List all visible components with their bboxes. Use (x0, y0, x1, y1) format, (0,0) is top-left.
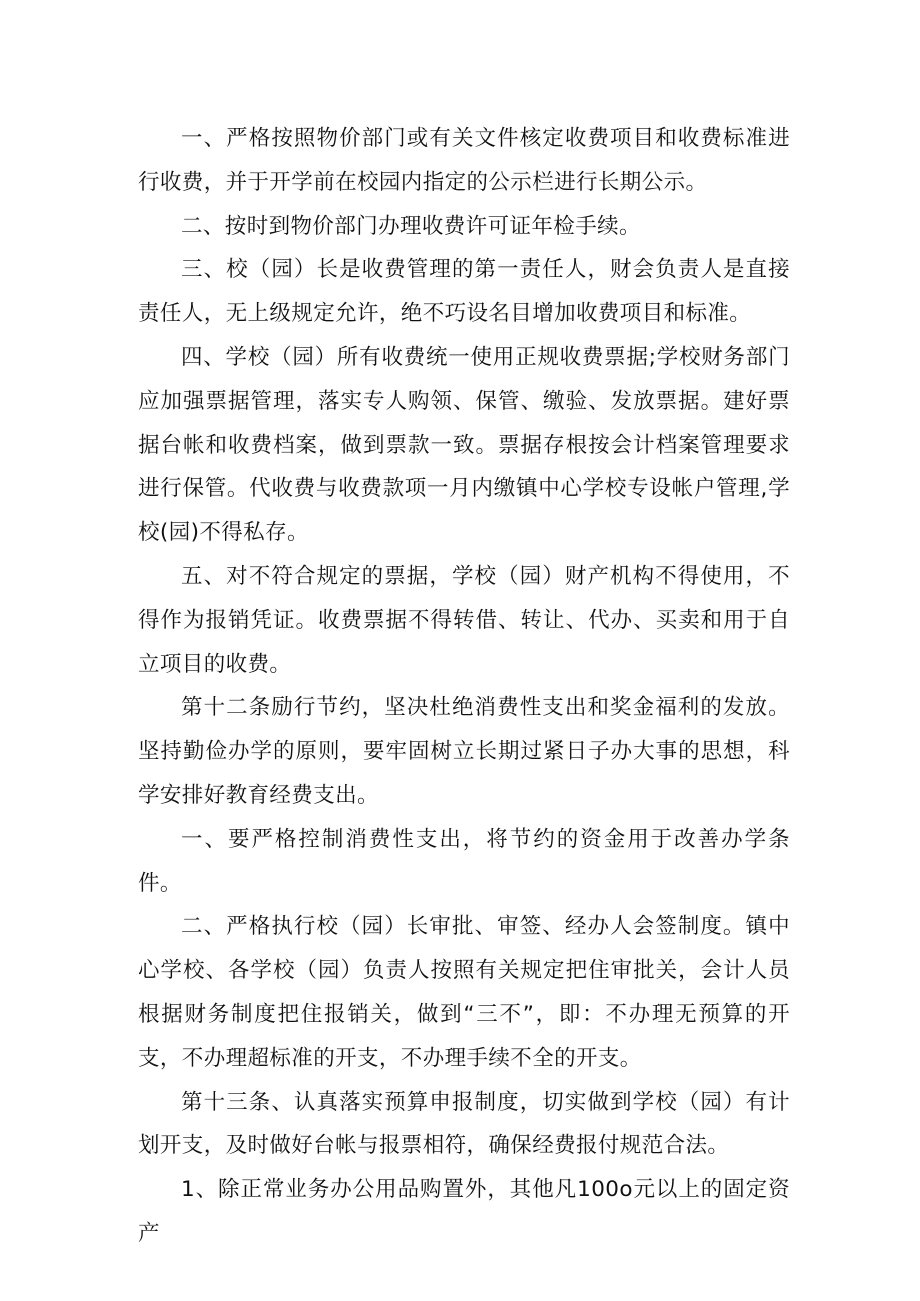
document-body (138, 117, 790, 1256)
paragraph-fee-items: 一、严格按照物价部门或有关文件核定收费项目和收费标准进行收费，并于开学前在校园内指定的公示栏进行长期公示。 (138, 126, 790, 195)
paragraph-receipts: 四、学校（园）所有收费统一使用正规收费票据;学校财务部门应加强票据管理，落实专人购领、保管、缴验、发放票据。建好票据台帐和收费档案，做到票款一致。票据存根按会计档案管理要求进行保管。代收费与收费款项一月内缴镇中心学校专设帐户管理,学校(园)不得私存。 (138, 344, 790, 546)
paragraph-article-13: 第十三条、认真落实预算申报制度，切实做到学校（园）有计划开支，及时做好台帐与报票相符，确保经费报付规范合法。 (138, 1089, 790, 1159)
paragraph-control-spending: 一、要严格控制消费性支出，将节约的资金用于改善办学条件。 (138, 826, 790, 896)
paragraph-fee-license: 二、按时到物价部门办理收费许可证年检手续。 (181, 213, 641, 239)
paragraph-approval-system: 二、严格执行校（园）长审批、审签、经办人会签制度。镇中心学校、各学校（园）负责人按照有关规定把住审批关，会计人员根据财务制度把住报销关，做到“三不”，即：不办理无预算的开支，不办理超标准的开支，不办理手续不全的开支。 (138, 914, 790, 1071)
paragraph-invalid-receipts: 五、对不符合规定的票据，学校（园）财产机构不得使用，不得作为报销凭证。收费票据不得转借、转让、代办、买卖和用于自立项目的收费。 (138, 563, 790, 677)
paragraph-article-12: 第十二条励行节约，坚决杜绝消费性支出和奖金福利的发放。坚持勤俭办学的原则，要牢固树立长期过紧日子办大事的思想，科学安排好教育经费支出。 (138, 695, 790, 808)
paragraph-fixed-assets: 1、除正常业务办公用品购置外，其他凡100o元以上的固定资产 (138, 1177, 790, 1246)
paragraph-responsibility: 三、校（园）长是收费管理的第一责任人，财会负责人是直接责任人，无上级规定允许，绝不巧设名目增加收费项目和标准。 (138, 257, 790, 327)
